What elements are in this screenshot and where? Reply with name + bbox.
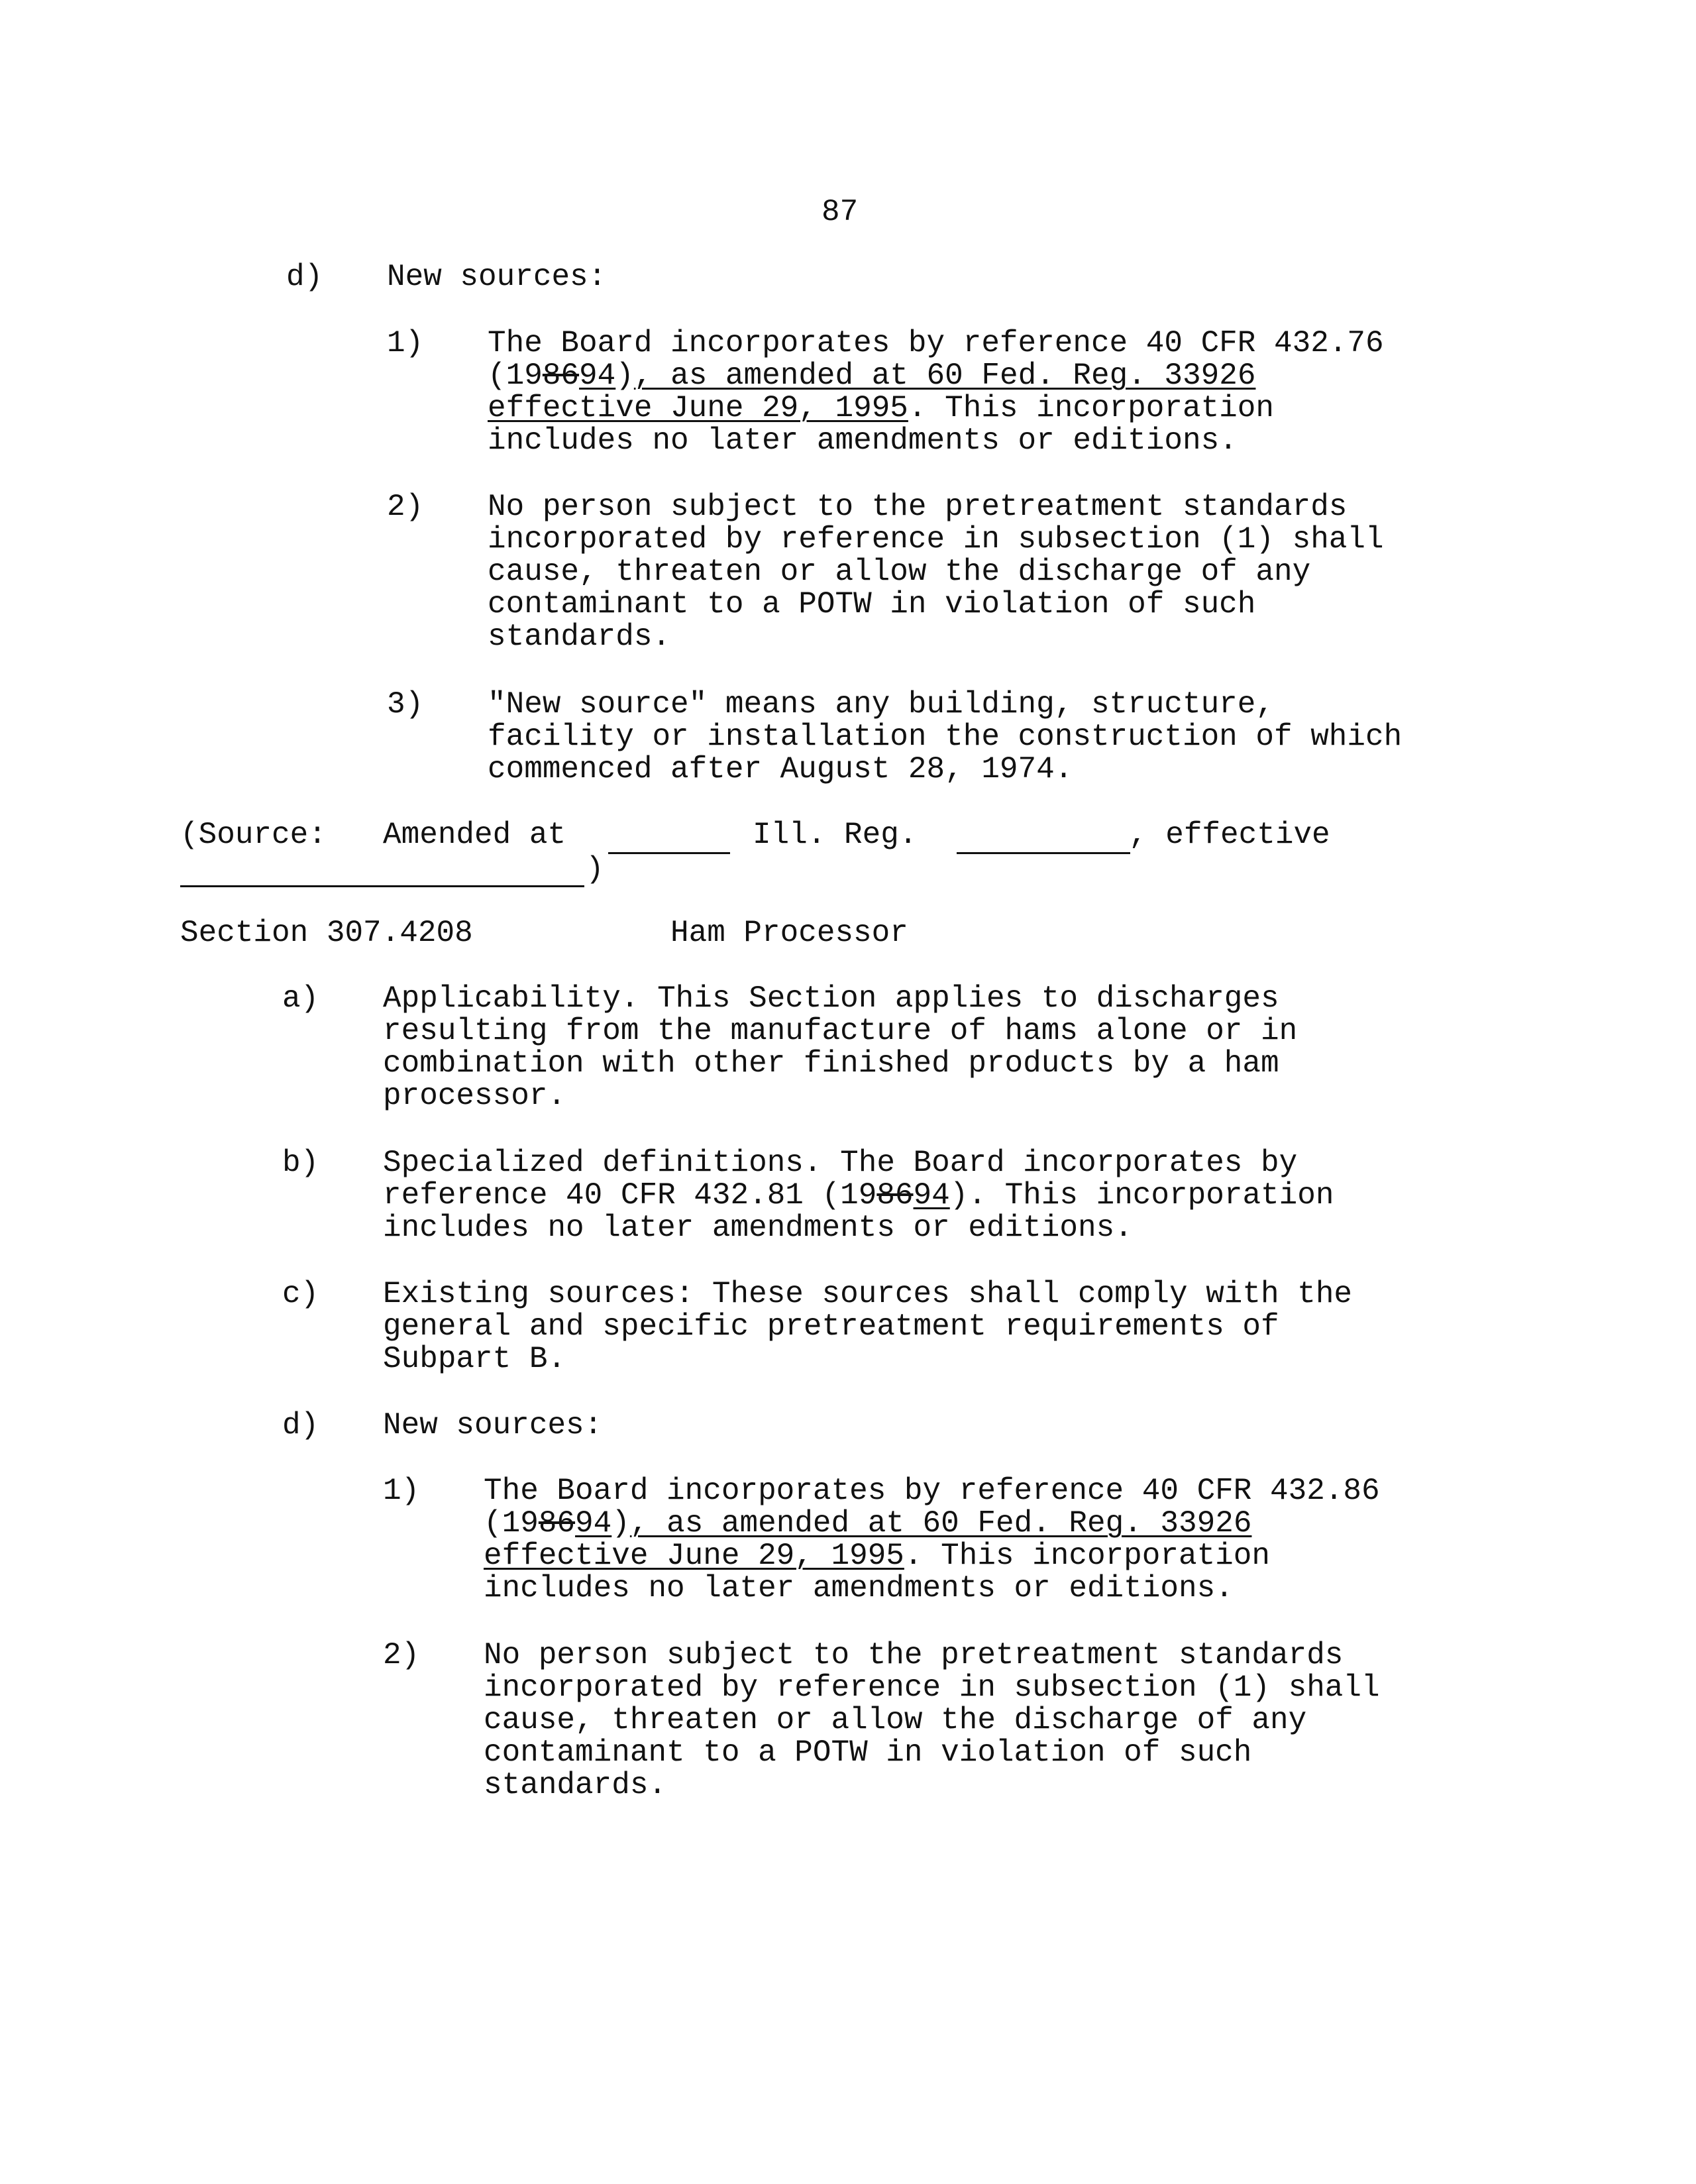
inserted-year: 94 [575, 1506, 612, 1541]
effective-date-blank [180, 863, 584, 887]
source-note-close: ) [586, 852, 604, 887]
subsection-label-d2: d) [282, 1408, 319, 1443]
text-line: Existing sources: These sources shall comply with the [383, 1277, 1353, 1311]
subsection-heading-new-sources: New sources: [387, 260, 607, 294]
item-number-2: 2) [387, 490, 424, 524]
text-line: contaminant to a POTW in violation of such [484, 1735, 1252, 1770]
text-line: resulting from the manufacture of hams alone or in [383, 1014, 1298, 1048]
section-number: Section 307.4208 [180, 916, 473, 950]
subsection-a-text [383, 983, 1297, 1113]
subsection-label-b: b) [282, 1146, 319, 1180]
item-number-1: 1) [387, 326, 424, 360]
text-line: "New source" means any building, structure, [488, 687, 1274, 722]
text-line: The Board incorporates by reference 40 CFR 432.76 [488, 326, 1384, 360]
text-line: standards. [484, 1768, 667, 1802]
subsection-label-d: d) [286, 260, 323, 294]
text-line: includes no later amendments or editions. [488, 423, 1238, 458]
inserted-year: 94 [913, 1178, 950, 1213]
text-fragment: ). This incorporation [949, 1178, 1334, 1213]
deleted-year: 86 [542, 358, 580, 393]
subsection-label-a: a) [282, 981, 319, 1016]
text-line: facility or installation the construction of which [488, 720, 1403, 754]
text-line: contaminant to a POTW in violation of such [488, 587, 1256, 622]
text-line: standards. [488, 620, 671, 654]
text-line: Specialized definitions. The Board incorporates by [383, 1146, 1298, 1180]
source-note-amended-at: Amended at [383, 818, 566, 852]
amendment-insert: , as amended at 60 Fed. Reg. 33926 [633, 358, 1256, 393]
text-fragment: reference 40 CFR 432.81 (19 [383, 1178, 877, 1213]
text-line: general and specific pretreatment requirements of [383, 1309, 1279, 1344]
source-note-prefix: (Source: [180, 818, 327, 852]
item-number-1-second: 1) [383, 1474, 420, 1508]
inserted-year: 94 [579, 358, 616, 393]
register-volume-blank [608, 830, 730, 854]
text-line: processor. [383, 1079, 566, 1113]
item-2-text [488, 491, 1384, 653]
text-line: incorporated by reference in subsection (1) shall [488, 522, 1384, 557]
deleted-year: 86 [538, 1506, 576, 1541]
text-line: The Board incorporates by reference 40 CFR 432.86 [484, 1474, 1380, 1508]
item-1-second-text [484, 1475, 1380, 1605]
subsection-b-text [383, 1147, 1334, 1244]
item-3-text [488, 688, 1402, 786]
section-title: Ham Processor [670, 916, 908, 950]
amendment-insert: effective June 29, 1995 [488, 391, 908, 425]
text-line: No person subject to the pretreatment standards [484, 1638, 1344, 1672]
year-close: ) [611, 1506, 630, 1541]
source-note-ill-reg: Ill. Reg. [753, 818, 918, 852]
register-page-blank [957, 830, 1130, 854]
year-open: (19 [484, 1506, 539, 1541]
text-fragment: . This incorporation [908, 391, 1274, 425]
text-line: combination with other finished products by a ham [383, 1046, 1279, 1081]
text-line: Subpart B. [383, 1342, 566, 1376]
text-line: commenced after August 28, 1974. [488, 752, 1073, 787]
subsection-label-c: c) [282, 1277, 319, 1311]
item-1-text [488, 327, 1384, 457]
text-line [484, 1540, 1380, 1572]
subsection-c-text [383, 1278, 1352, 1376]
text-line [383, 1179, 1334, 1212]
page-number: 87 [822, 195, 859, 229]
text-line: No person subject to the pretreatment standards [488, 490, 1348, 524]
text-line: incorporated by reference in subsection (1) shall [484, 1670, 1380, 1705]
text-fragment: . This incorporation [904, 1539, 1270, 1573]
amendment-insert: effective June 29, 1995 [484, 1539, 904, 1573]
year-close: ) [615, 358, 634, 393]
text-line [484, 1507, 1380, 1540]
item-number-3: 3) [387, 687, 424, 722]
year-open: (19 [488, 358, 543, 393]
text-line: includes no later amendments or editions. [484, 1571, 1234, 1606]
item-2-second-text [484, 1639, 1380, 1802]
text-line [488, 392, 1384, 425]
text-line: cause, threaten or allow the discharge of any [488, 555, 1311, 589]
deleted-year: 86 [876, 1178, 914, 1213]
item-number-2-second: 2) [383, 1638, 420, 1672]
text-line: includes no later amendments or editions. [383, 1211, 1133, 1245]
source-note-effective: , effective [1129, 818, 1330, 852]
amendment-insert: , as amended at 60 Fed. Reg. 33926 [629, 1506, 1252, 1541]
subsection-heading-new-sources-2: New sources: [383, 1408, 603, 1443]
text-line [488, 360, 1384, 392]
text-line: Applicability. This Section applies to discharges [383, 981, 1279, 1016]
text-line: cause, threaten or allow the discharge of any [484, 1703, 1307, 1737]
